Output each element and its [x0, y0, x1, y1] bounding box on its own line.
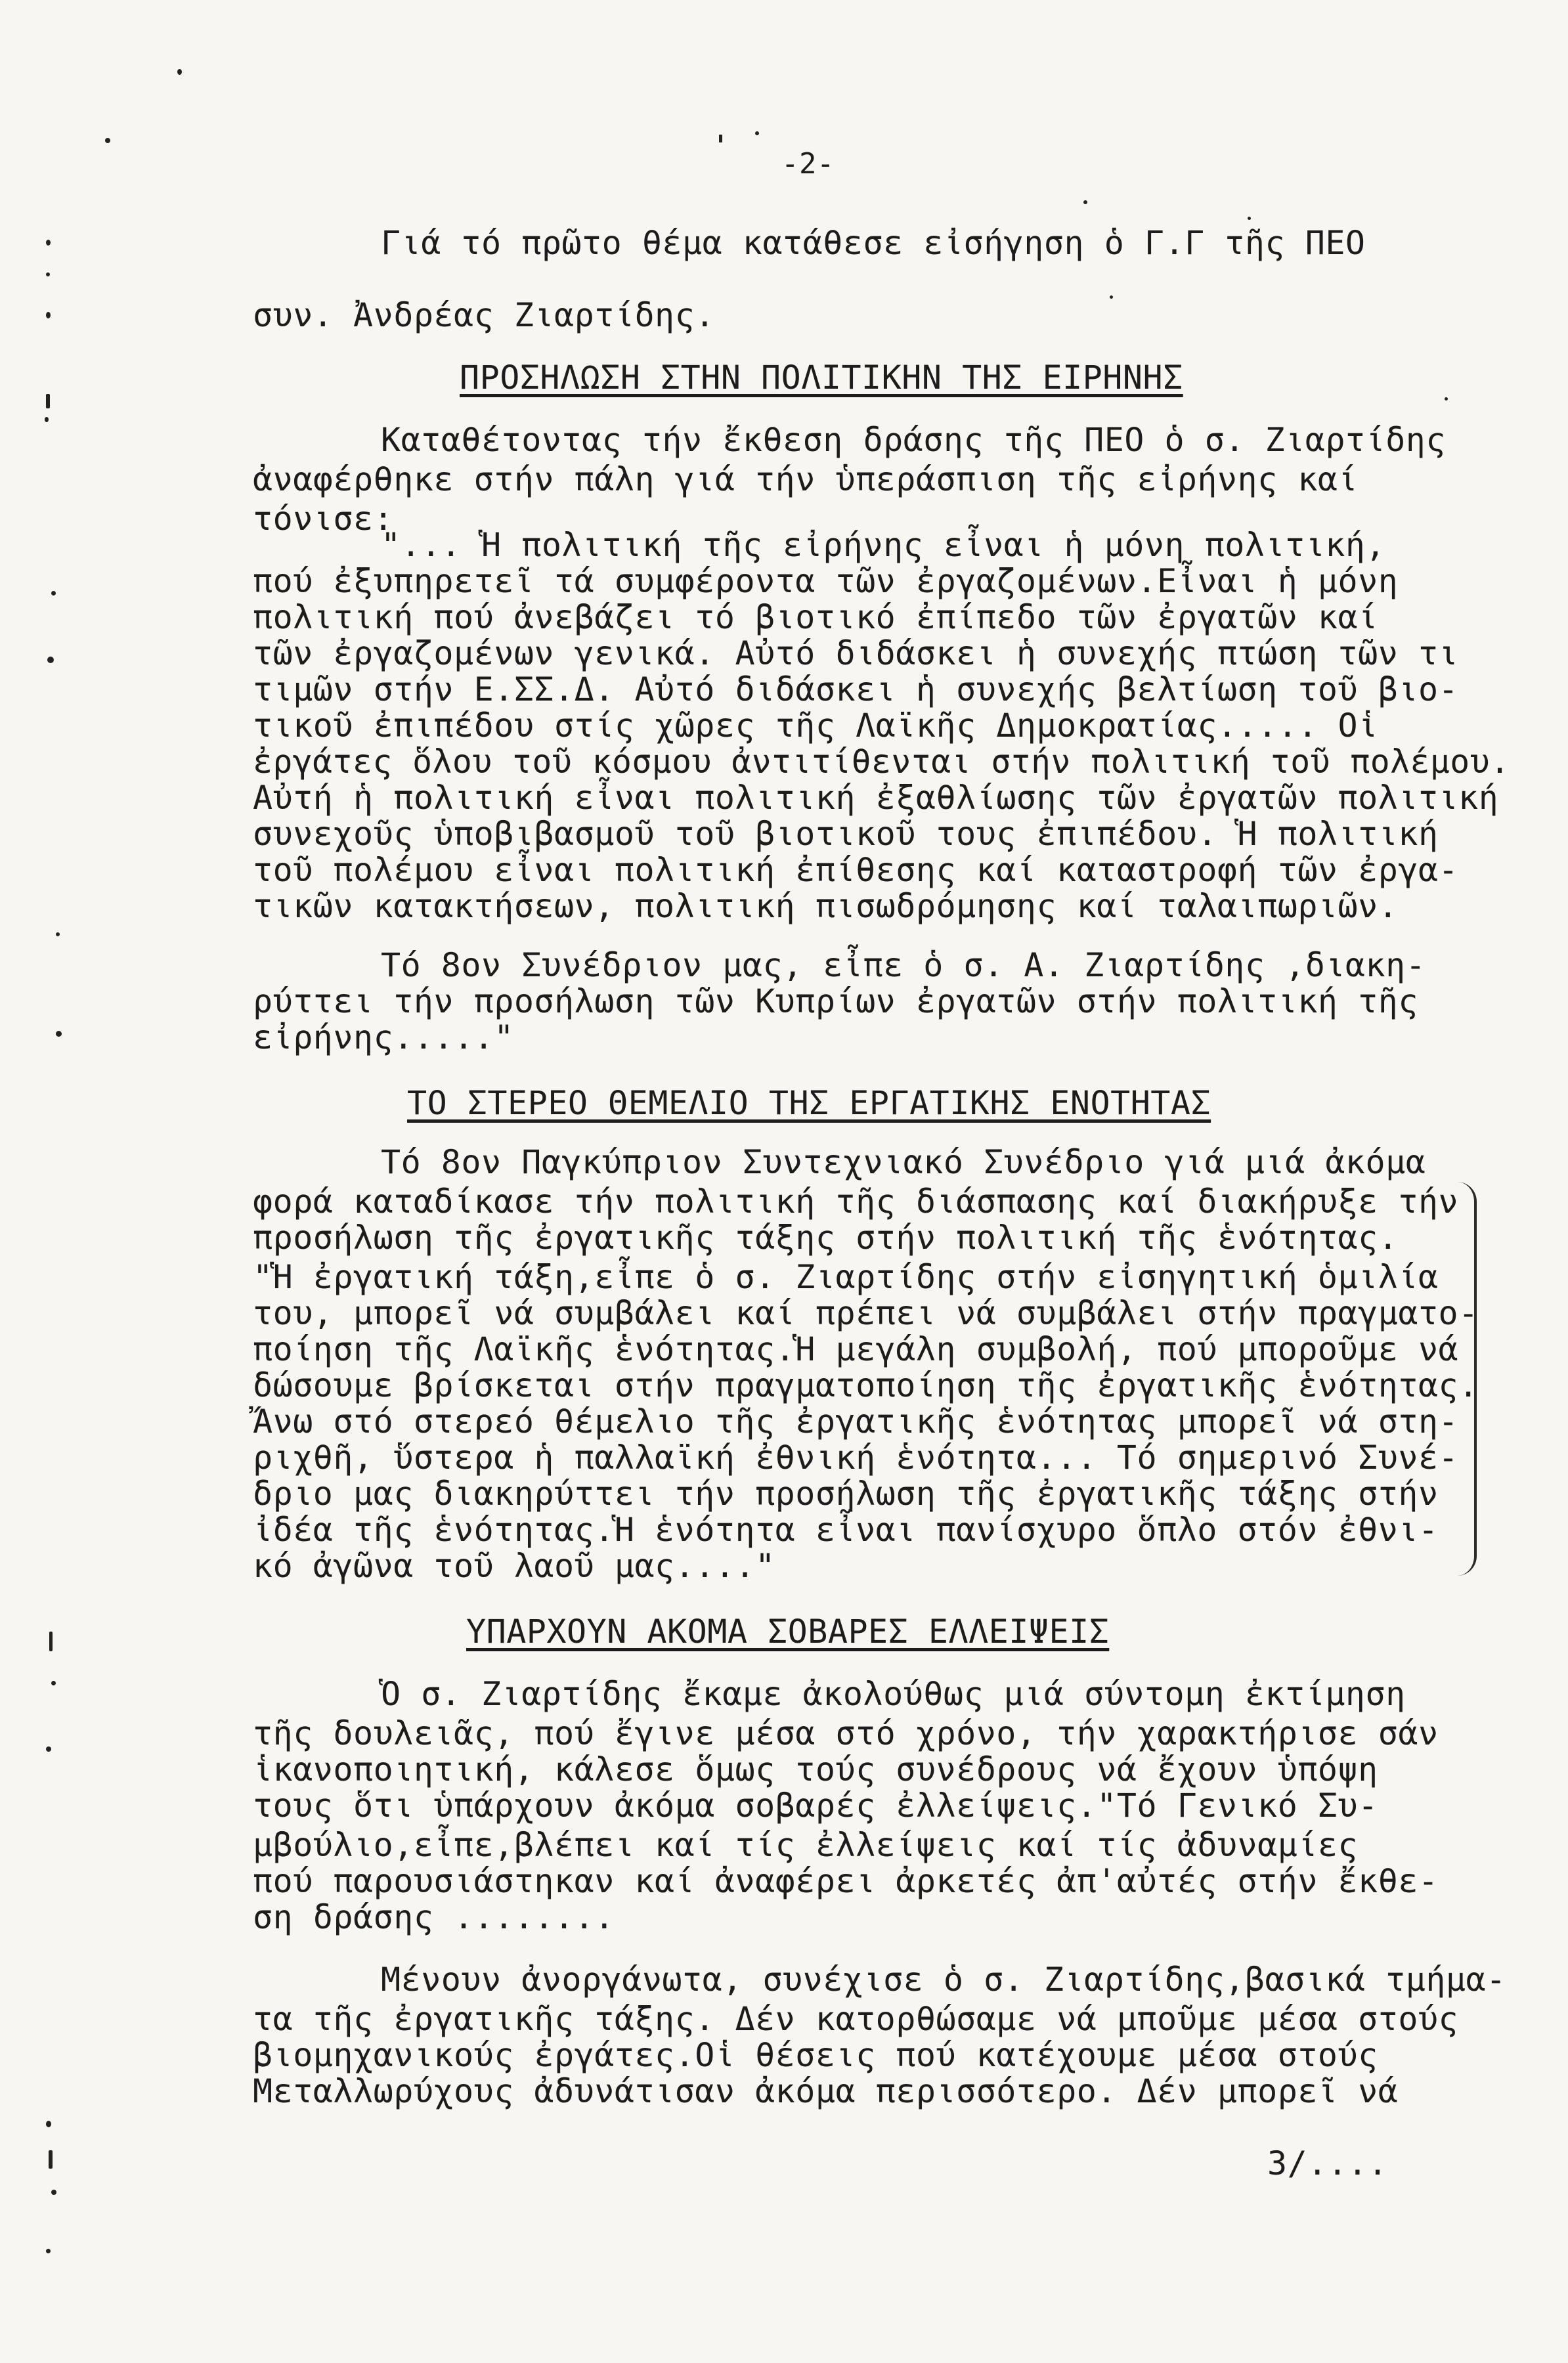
body-line: τους ὅτι ὑπάρχουν ἀκόμα σοβαρές ἐλλείψεις."Τό Γενικό Συ- [253, 1787, 1378, 1825]
body-line: τικῶν κατακτήσεων, πολιτική πισωδρόμησης καί ταλαιπωριῶν. [253, 887, 1399, 925]
body-line: Ὁ σ. Ζιαρτίδης ἔκαμε ἀκολούθως μιά σύντομη ἐκτίμηση [381, 1675, 1406, 1713]
body-line: συνεχοῦς ὑποβιβασμοῦ τοῦ βιοτικοῦ τους ἐπιπέδου. Ἡ πολιτική [253, 815, 1439, 853]
page-number: -2- [781, 147, 835, 181]
body-line: βιομηχανικούς ἐργάτες.Οἱ θέσεις πού κατέχουμε μέσα στούς [253, 2036, 1378, 2074]
body-line: ριχθῆ, ὕστερα ἡ παλλαϊκή ἐθνική ἑνότητα... Τό σημερινό Συνέ- [253, 1439, 1459, 1477]
body-line: ἰδέα τῆς ἑνότητας.Ἡ ἑνότητα εἶναι πανίσχυρο ὅπλο στόν ἐθνι- [253, 1511, 1439, 1549]
body-line: Καταθέτοντας τήν ἔκθεση δράσης τῆς ΠΕΟ ὁ σ. Ζιαρτίδης [381, 421, 1446, 459]
body-line: ση δράσης ........ [253, 1898, 615, 1936]
body-line: ἀναφέρθηκε στήν πάλη γιά τήν ὑπεράσπιση τῆς εἰρήνης καί [253, 460, 1359, 498]
body-line: του, μπορεῖ νά συμβάλει καί πρέπει νά συμβάλει στήν πραγματο- [253, 1294, 1479, 1332]
body-line: προσήλωση τῆς ἐργατικῆς τάξης στήν πολιτική τῆς ἑνότητας. [253, 1219, 1399, 1257]
continuation-marker: 3/.... [1267, 2144, 1388, 2182]
body-line: Ἄνω στό στερεό θέμελιο τῆς ἐργατικῆς ἑνότητας μπορεῖ νά στη- [253, 1402, 1459, 1441]
body-line: Τό 8ον Παγκύπριον Συντεχνιακό Συνέδριο γιά μιά ἀκόμα [381, 1143, 1426, 1181]
body-line: τῶν ἐργαζομένων γενικά. Αὐτό διδάσκει ἡ συνεχής πτώση τῶν τι [253, 634, 1459, 672]
body-line: τικοῦ ἐπιπέδου στίς χῶρες τῆς Λαϊκῆς Δημοκρατίας..... Οἱ [253, 706, 1378, 745]
body-line: "Ἡ ἐργατική τάξη,εἶπε ὁ σ. Ζιαρτίδης στήν εἰσηγητική ὁμιλία [253, 1258, 1439, 1296]
body-line: μβούλιο,εἶπε,βλέπει καί τίς ἐλλείψεις καί τίς ἀδυναμίες [253, 1826, 1359, 1864]
body-line: Μεταλλωρύχους ἀδυνάτισαν ἀκόμα περισσότερο. Δέν μπορεῖ νά [253, 2072, 1399, 2110]
section-heading: ΥΠΑΡΧΟΥΝ ΑΚΟΜΑ ΣΟΒΑΡΕΣ ΕΛΛΕΙΨΕΙΣ [466, 1613, 1110, 1651]
body-line: πολιτική πού ἀνεβάζει τό βιοτικό ἐπίπεδο τῶν ἐργατῶν καί [253, 598, 1378, 636]
body-line: ρύττει τήν προσήλωση τῶν Κυπρίων ἐργατῶν στήν πολιτική τῆς [253, 982, 1418, 1020]
body-line: ποίηση τῆς Λαϊκῆς ἑνότητας.Ἡ μεγάλη συμβολή, πού μποροῦμε νά [253, 1330, 1459, 1368]
body-line: τόνισε: [253, 500, 394, 538]
body-line: δώσουμε βρίσκεται στήν πραγματοποίηση τῆς ἐργατικῆς ἑνότητας. [253, 1366, 1479, 1404]
intro-line: συν. Ἀνδρέας Ζιαρτίδης. [253, 296, 715, 334]
body-line: Αὐτή ἡ πολιτική εἶναι πολιτική ἐξαθλίωσης τῶν ἐργατῶν πολιτική [253, 779, 1499, 817]
body-line: ἐργάτες ὅλου τοῦ κόσμου ἀντιτίθενται στήν πολιτική τοῦ πολέμου. [253, 743, 1510, 781]
body-line: τοῦ πολέμου εἶναι πολιτική ἐπίθεσης καί καταστροφή τῶν ἐργα- [253, 851, 1459, 889]
body-line: πού παρουσιάστηκαν καί ἀναφέρει ἀρκετές ἀπ'αὐτές στήν ἔκθε- [253, 1862, 1439, 1900]
body-line: τιμῶν στήν Ε.ΣΣ.Δ. Αὐτό διδάσκει ἡ συνεχής βελτίωση τοῦ βιο- [253, 670, 1459, 708]
body-line: τῆς δουλειᾶς, πού ἔγινε μέσα στό χρόνο, τήν χαρακτήρισε σάν [253, 1714, 1439, 1752]
margin-bracket [1454, 1182, 1477, 1576]
body-line: πού ἐξυπηρετεῖ τά συμφέροντα τῶν ἐργαζομένων.Εἶναι ἡ μόνη [253, 562, 1399, 600]
body-line: "... Ἡ πολιτική τῆς εἰρήνης εἶναι ἡ μόνη πολιτική, [381, 526, 1386, 564]
body-line: εἰρήνης....." [253, 1018, 514, 1056]
body-line: Τό 8ον Συνέδριον μας, εἶπε ὁ σ. Α. Ζιαρτίδης ,διακη- [381, 946, 1426, 984]
body-line: φορά καταδίκασε τήν πολιτική τῆς διάσπασης καί διακήρυξε τήν [253, 1182, 1459, 1221]
intro-line: Γιά τό πρῶτο θέμα κατάθεσε εἰσήγηση ὁ Γ.Γ τῆς ΠΕΟ [381, 224, 1366, 262]
body-line: Μένουν ἀνοργάνωτα, συνέχισε ὁ σ. Ζιαρτίδης,βασικά τμήμα- [381, 1961, 1506, 1999]
body-line: δριο μας διακηρύττει τήν προσήλωση τῆς ἐργατικῆς τάξης στήν [253, 1475, 1439, 1513]
section-heading: ΤΟ ΣΤΕΡΕΟ ΘΕΜΕΛΙΟ ΤΗΣ ΕΡΓΑΤΙΚΗΣ ΕΝΟΤΗΤΑΣ [407, 1084, 1211, 1122]
body-line: ἱκανοποιητική, κάλεσε ὅμως τούς συνέδρους νά ἔχουν ὑπόψη [253, 1750, 1378, 1789]
body-line: τα τῆς ἐργατικῆς τάξης. Δέν κατορθώσαμε νά μποῦμε μέσα στούς [253, 2000, 1459, 2038]
body-line: κό ἀγῶνα τοῦ λαοῦ μας...." [253, 1547, 775, 1585]
section-heading: ΠΡΟΣΗΛΩΣΗ ΣΤΗΝ ΠΟΛΙΤΙΚΗΝ ΤΗΣ ΕΙΡΗΝΗΣ [460, 358, 1183, 397]
